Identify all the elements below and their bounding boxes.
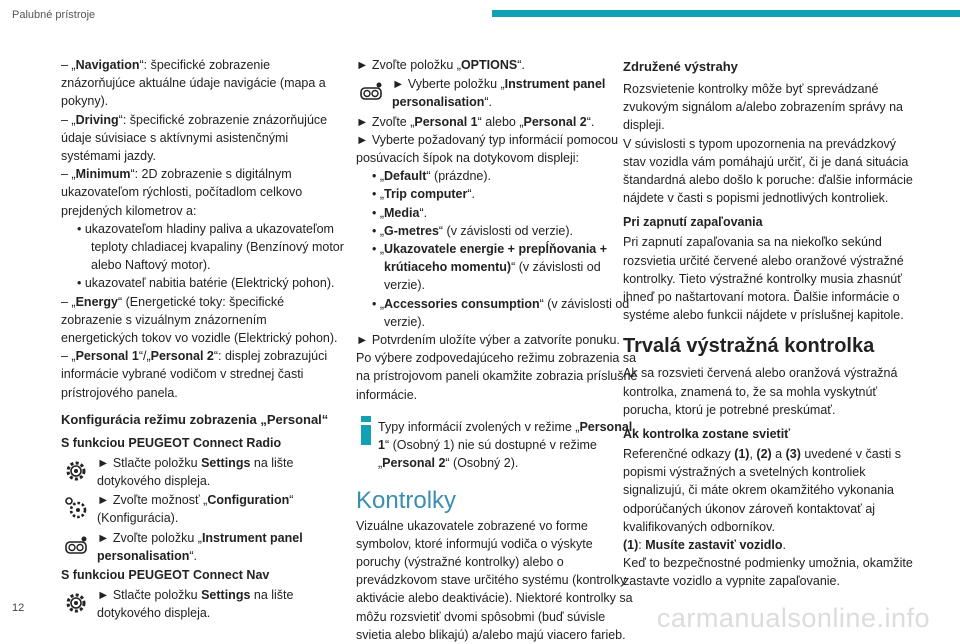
section-title-kontrolky: Kontrolky [356, 487, 457, 515]
item-minimum: – „Minimum“: 2D zobrazenie s digitálnym ukazovateľom rýchlosti, počítadlom celkovo prejdených kilometrov a: [61, 167, 303, 218]
info-note: Typy informácií zvolených v režime „Personal 1“ (Osobný 1) nie sú dostupné v režime „Personal 2“ (Osobný 2). [356, 412, 640, 479]
column-1 [61, 56, 345, 623]
watermark: carmanualsonline.info [656, 603, 930, 633]
item-personal: – „Personal 1“/„Personal 2“: displej zobrazujúci informácie vybrané vodičom v strednej časti prístrojového panela. [61, 349, 328, 400]
step-instrument-personalisation: ► Zvoľte položku „Instrument panel personalisation“. [61, 529, 345, 565]
heading-config-personal: Konfigurácia režimu zobrazenia „Personal“ [61, 411, 329, 427]
ref-1-text: Keď to bezpečnostné podmienky umožnia, okamžite zastavte vozidlo a vypnite zapaľovanie. [623, 556, 913, 589]
instrument-panel-icon [356, 77, 386, 107]
heading-connect-radio: S funkciou PEUGEOT Connect Radio [61, 435, 282, 450]
step-configuration: ► Zvoľte možnosť „Configuration“ (Konfigurácia). [61, 491, 345, 527]
referencie-text: Referenčné odkazy (1), (2) a (3) uvedené v časti s popismi výstražných a svetelných kontroliek signalizujú, či máte okrem okamžitého vykonania odporúčaných úkonov zároveň kontaktovať aj kvalifikovaných odborníkov. [623, 447, 901, 534]
item-navigation: – „Navigation“: špecifické zobrazenie znázorňujúce aktuálne údaje navigácie (mapa a pokyny). [61, 58, 326, 109]
list-item: • „Media“. [372, 205, 428, 220]
section-title-trvala: Trvalá výstražná kontrolka [623, 335, 875, 358]
kontrolky-text: Vizuálne ukazovatele zobrazené vo forme symbolov, ktoré informujú vodiča o výskyte poruchy (výstražné kontrolky) alebo o prevádzkovom stave určitého systému (kontrolky aktivácie alebo deaktivácie). Niektoré kontrolky sa môžu rozsvietiť dvomi spôsobmi (buď súvisle svietia alebo blikajú) a/alebo majú viacero farieb. [356, 518, 633, 642]
trvala-text: Ak sa rozsvieti červená alebo oranžová výstražná kontrolka, znamená to, že sa mohla vyskytnúť porucha, ktorú je potrebné preskúmať. [623, 366, 898, 417]
page-number: 12 [12, 602, 25, 614]
item-energy: – „Energy“ (Energetické toky: špecifické zobrazenie s vizuálnym znázornením energetických tokov vo vozidle (Elektrický pohon). [61, 294, 338, 346]
running-header: Palubné prístroje [12, 9, 96, 21]
item-driving: – „Driving“: špecifické zobrazenie znázorňujúce údaje súvisiace s aktívnymi asistenčnými systémami jazdy. [61, 112, 328, 164]
bullet-battery: • ukazovateľ nabitia batérie (Elektrický pohon). [77, 276, 335, 291]
settings-gear-icon [61, 456, 91, 486]
list-item: • „G-metres“ (v závislosti od verzie). [372, 223, 573, 238]
step-instrument-panel-nav: ► Vyberte položku „Instrument panel personalisation“. [356, 75, 640, 111]
step-select-type: ► Vyberte požadovaný typ informácií pomocou posúvacích šípok na dotykovom displeji: [356, 132, 619, 166]
bullet-fuel: • ukazovateľom hladiny paliva a ukazovateľom teploty chladiacej kvapaliny (Benzínový motor alebo Naftový motor). [77, 221, 344, 273]
step-choose-personal: ► Zvoľte „Personal 1“ alebo „Personal 2“. [356, 114, 595, 129]
configuration-icon [61, 493, 91, 523]
step-options: ► Zvoľte položku „OPTIONS“. [356, 58, 525, 72]
column-3 [623, 56, 913, 591]
heading-zostane-svietit: Ak kontrolka zostane svietiť [623, 427, 791, 442]
list-item: • „Default“ (prázdne). [372, 169, 491, 184]
heading-zdruzene: Združené výstrahy [623, 59, 738, 74]
header-accent-bar [492, 10, 960, 17]
step-settings-radio: ► Stlačte položku Settings na lište dotykového displeja. [61, 454, 345, 490]
info-icon [360, 416, 372, 446]
column-2 [356, 56, 640, 644]
ref-1: (1): Musíte zastaviť vozidlo. [623, 538, 786, 553]
list-item: • „Accessories consumption“ (v závislosti od verzie). [372, 296, 630, 329]
zdruzene-text-1: Rozsvietenie kontrolky môže byť sprevádzané zvukovým signálom a/alebo zobrazením správy na displeji. [623, 82, 903, 133]
settings-gear-icon [61, 588, 91, 618]
step-settings-nav: ► Stlačte položku Settings na lište dotykového displeja. [61, 586, 345, 622]
zdruzene-text-2: V súvislosti s typom upozornenia na prevádzkový stav vozidla vám pomáhajú určiť, či je daná situácia štandardná alebo došlo k poruche: ďalšie informácie nájdete v časti s popismi jednotlivých kontroliek. [623, 136, 913, 206]
list-item: • „Trip computer“. [372, 187, 475, 202]
result-text: Po výbere zodpovedajúceho režimu zobrazenia sa na prístrojovom paneli okamžite zobrazia príslušné informácie. [356, 351, 638, 402]
step-confirm: ► Potvrdením uložíte výber a zatvoríte ponuku. [356, 333, 620, 348]
instrument-panel-icon [61, 531, 91, 561]
heading-pri-zapnuti: Pri zapnutí zapaľovania [623, 215, 763, 230]
heading-connect-nav: S funkciou PEUGEOT Connect Nav [61, 568, 270, 583]
list-item: • „Ukazovatele energie + prepĺňovania + krútiaceho momentu)“ (v závislosti od verzie). [372, 242, 608, 293]
pri-zapnuti-text: Pri zapnutí zapaľovania sa na niekoľko sekúnd rozsvietia určité červené alebo oranžové výstražné kontrolky. Tieto výstražné kontrolky musia zhasnúť ihneď po naštartovaní motora. Ďalšie informácie o systéme alebo funkcii nájdete v príslušnej kapitole. [623, 235, 904, 323]
